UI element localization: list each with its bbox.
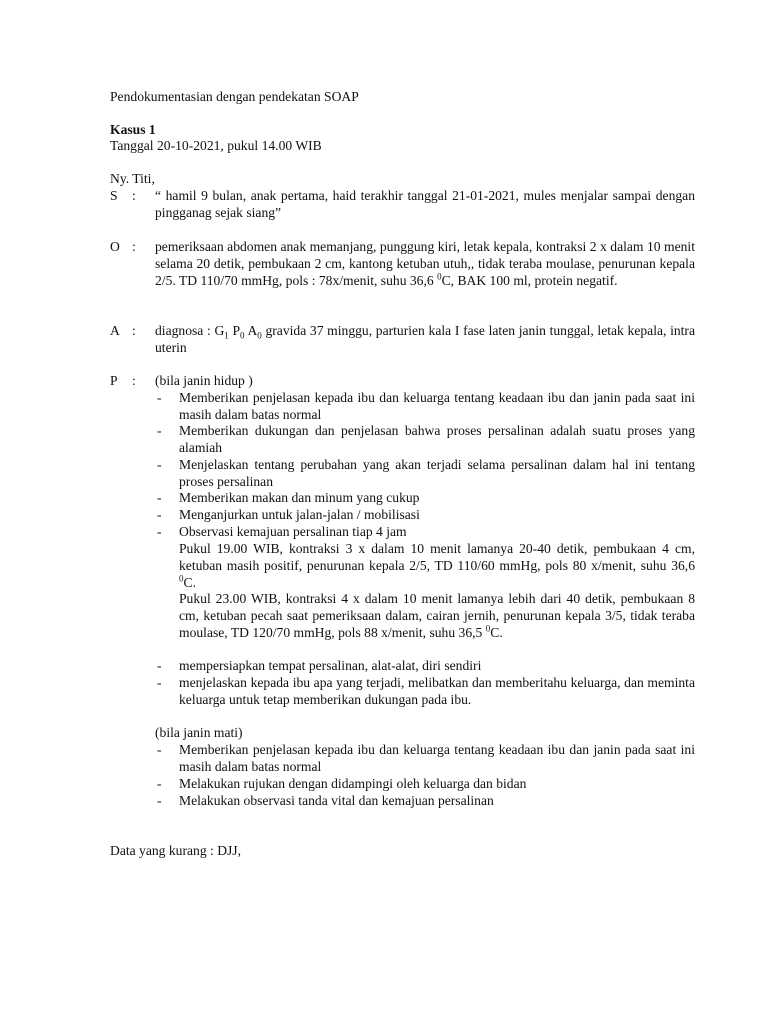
list-item: Memberikan penjelasan kepada ibu dan keluarga tentang keadaan ibu dan janin pada saat ini masih dalam batas normal: [179, 390, 695, 422]
observation-2300: [179, 590, 695, 641]
section-o-colon: :: [132, 239, 136, 254]
diagnosa-text: gravida 37 minggu, parturien kala I fase laten janin tunggal, letak kepala, intra uterin: [155, 323, 695, 355]
degree-superscript: 0: [179, 573, 184, 584]
degree-superscript: 0: [437, 271, 442, 282]
list-dash: -: [157, 776, 162, 791]
list-dash: -: [157, 742, 162, 757]
section-p-colon: :: [132, 373, 136, 388]
list-item: Memberikan makan dan minum yang cukup: [179, 490, 420, 505]
para-letter: P: [228, 323, 241, 338]
section-a-letter: A: [110, 323, 120, 338]
observation-1900: [179, 540, 695, 591]
list-dash: -: [157, 390, 162, 405]
list-item: Memberikan penjelasan kepada ibu dan keluarga tentang keadaan ibu dan janin pada saat ini masih dalam batas normal: [179, 742, 695, 774]
section-s-letter: S: [110, 188, 118, 203]
section-a-colon: :: [132, 323, 136, 338]
list-dash: -: [157, 675, 162, 690]
section-a-text: [155, 322, 695, 356]
document-heading: Pendokumentasian dengan pendekatan SOAP: [110, 89, 359, 104]
list-dash: -: [157, 507, 162, 522]
section-s-text: “ hamil 9 bulan, anak pertama, haid terakhir tanggal 21-01-2021, mules menjalar sampai dengan pingganag sejak siang”: [155, 188, 695, 220]
observation-2300-text: Pukul 23.00 WIB, kontraksi 4 x dalam 10 menit lamanya lebih dari 40 detik, pembukaan 8 cm, ketuban pecah saat pemeriksaan dalam, cairan jernih, penurunan kepala 3/5, tidak teraba moulase, TD 120/70 mmHg, pols 88 x/menit, suhu 36,5: [179, 591, 695, 640]
list-dash: -: [157, 524, 162, 539]
list-dash: -: [157, 490, 162, 505]
degree-superscript: 0: [485, 623, 491, 634]
list-dash: -: [157, 793, 162, 808]
dead-header: (bila janin mati): [155, 725, 243, 740]
observation-1900-text: Pukul 19.00 WIB, kontraksi 3 x dalam 10 menit lamanya 20-40 detik, pembukaan 4 cm, ketuban masih positif, penurunan kepala 2/5, TD 110/60 mmHg, pols 80 x/menit, suhu 36,6: [179, 541, 695, 573]
list-dash: -: [157, 457, 162, 472]
list-item: Observasi kemajuan persalinan tiap 4 jam: [179, 524, 407, 539]
diagnosa-prefix: diagnosa : G: [155, 323, 225, 338]
observation-2300-end: C.: [490, 625, 503, 640]
case-title: Kasus 1: [110, 122, 156, 137]
list-item: Melakukan observasi tanda vital dan kemajuan persalinan: [179, 793, 494, 808]
observation-1900-end: C.: [183, 575, 196, 590]
para-subscript: 0: [240, 330, 245, 341]
gravida-subscript: 1: [224, 330, 229, 341]
section-s-colon: :: [132, 188, 136, 203]
patient-name: Ny. Titi,: [110, 171, 155, 186]
list-dash: -: [157, 423, 162, 438]
section-p-letter: P: [110, 373, 118, 388]
section-o-text-part1: pemeriksaan abdomen anak memanjang, punggung kiri, letak kepala, kontraksi 2 x dalam 10 menit selama 20 detik, pembukaan 2 cm, kantong ketuban utuh,, tidak teraba moulase, penurunan kepala 2/5. TD 110/70 mmHg, pols : 78x/menit, suhu 36,6: [155, 239, 695, 288]
section-o-letter: O: [110, 239, 120, 254]
list-item: Menganjurkan untuk jalan-jalan / mobilisasi: [179, 507, 420, 522]
section-o-text: [155, 238, 695, 289]
list-item: Melakukan rujukan dengan didampingi oleh keluarga dan bidan: [179, 776, 527, 791]
list-item: Menjelaskan tentang perubahan yang akan terjadi selama persalinan dalam hal ini tentang proses persalinan: [179, 457, 695, 489]
date-line: Tanggal 20-10-2021, pukul 14.00 WIB: [110, 138, 322, 153]
alive-header: (bila janin hidup ): [155, 373, 253, 388]
list-item: mempersiapkan tempat persalinan, alat-alat, diri sendiri: [179, 658, 482, 673]
list-dash: -: [157, 658, 162, 673]
list-item: Memberikan dukungan dan penjelasan bahwa proses persalinan adalah suatu proses yang alamiah: [179, 423, 695, 455]
missing-data-line: Data yang kurang : DJJ,: [110, 843, 241, 858]
abortus-subscript: 0: [257, 330, 262, 341]
abortus-letter: A: [244, 323, 258, 338]
section-o-text-part2: C, BAK 100 ml, protein negatif.: [441, 273, 618, 288]
list-item: menjelaskan kepada ibu apa yang terjadi, melibatkan dan memberitahu keluarga, dan meminta keluarga untuk tetap memberikan dukungan pada ibu.: [179, 675, 695, 707]
